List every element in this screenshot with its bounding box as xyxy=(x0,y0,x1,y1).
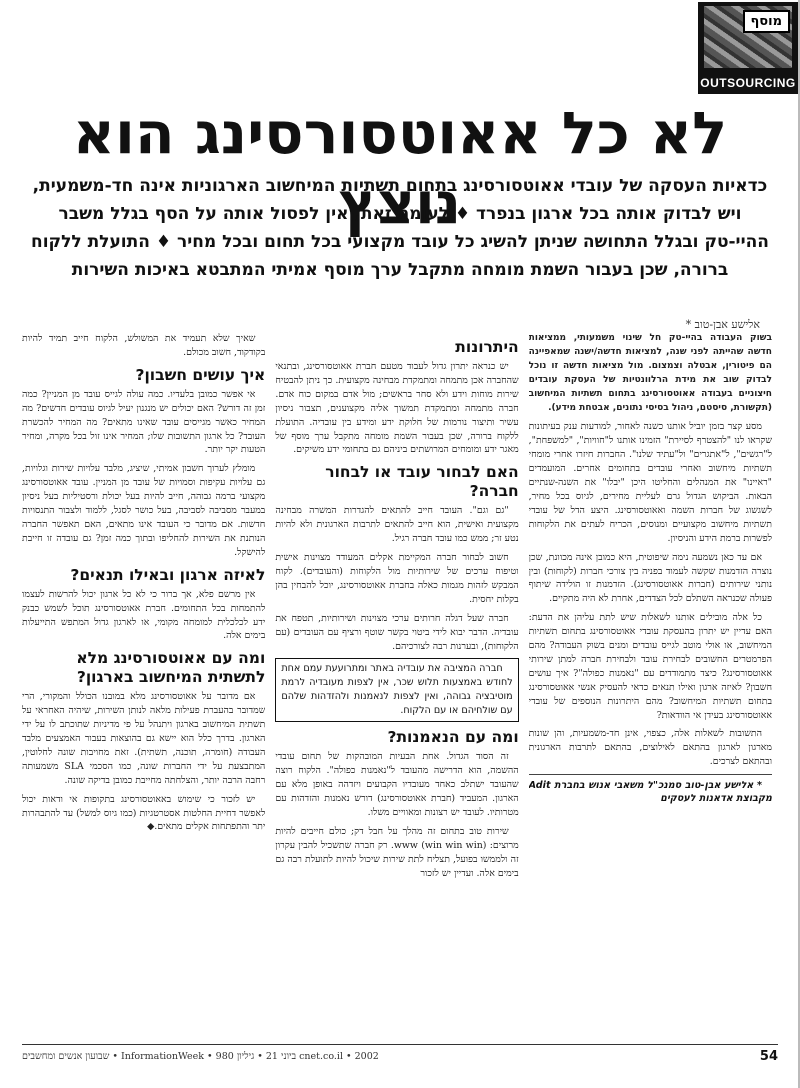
paragraph: יש לזכור כי שימוש באאוטסורסינג בתקופות אי ודאות יכול לאפשר דחיית החלטות אסטרטגיות (כמו גיוס למשל) עד להתבהרות יתר והתפתחות אקלים מתאים.◆ xyxy=(22,793,266,833)
subheading: לאיזה ארגון ובאילו תנאים? xyxy=(70,565,266,584)
subheading: איך עושים חשבון? xyxy=(135,365,266,384)
column-3 xyxy=(22,332,265,1030)
page-footer xyxy=(22,1044,778,1064)
byline: אלישע אבן-טוב * xyxy=(685,318,760,331)
subheading: האם לבחור עובד או לבחור חברה? xyxy=(325,463,519,501)
paragraph: חברה שעל דגלה חרותים ערכי מצוינות ושירותיות, תטפח את עובדיה. הדבר יבוא לידי ביטוי בקשר שוטף ורציף עם העובדים (עם הלקוחות), ובערנות רבה לצורכיהם. xyxy=(275,612,519,652)
author-bio: * אלישע אבן-טוב סמנכ"ל משאבי אנוש בחברת Adit מקבוצת אדאנות לעסקים xyxy=(529,774,772,805)
running-footer: cnet.co.il • 2002 ביוני 21 • גיליון 980 • InformationWeek • שבועון אנשים ומחשבים xyxy=(22,1051,379,1062)
subheading: ומה עם אאוטסורסינג מלא לתשתית המיחשוב בארגון? xyxy=(76,649,266,687)
paragraph: אין מרשם פלא, אך ברור כי לא כל ארגון יכול להרשות לעצמו להתמחות בכל התחומים. חברת אאוטסורסינג תוכל לשמש כבנק ידע לכלכלית למומחה מקומי, או לארגון גדול המתפש התייעלות בימים אלה. xyxy=(22,588,266,642)
column-2 xyxy=(275,332,518,1030)
paragraph: אי אפשר כמובן בלעדיו. כמה עולה לגייס עובד מן המניין? כמה זמן זה דורש? האם יכולים יש מנגנון יעיל לגיוס עובדים חדשים? מה המחיר כאשר מגייסים עובד שאינו מתאים? מה המחיר להכשרת העובד? כל ארגון התשובות שלו; המחיר אינו זול בכל מקרה, ומחיר הטעות יקר יותר. xyxy=(22,388,266,456)
paragraph: "גם וגם". העובד חייב להתאים להגדרות המשרה מבחינה מקצועית ואישית, הוא חייב להתאים לתרבות הארגונית ולא להיות נטע זר; ממש כמו עובד חברה רגיל. xyxy=(275,505,519,545)
page-number: 54 xyxy=(759,1049,778,1064)
pull-quote: חברה המציבה את עובדיה באתר ומתרועעת עמם אחת לחודש באמצעות תלוש שכר, אין לצפות מעובדיה לרמת מוטיבציה גבוהה, ואין לצפות לנאמנות ולהזדהות שלהם עם שולחיהם או עם הלקוח. xyxy=(275,658,518,722)
paragraph: מומלץ לערוך חשבון אמיתי, שיציג, מלבד עלויות שירות וגלויות, גם עלויות עקיפות וסמויות של עובד מן המניין. עובד אאוטסורסינג מקצועי ברמה גבוהה, חייב להיות בעל יכולת ורסטיליות בעל ניסיון במעבר מסביבה לסביבה, בעל כושר לסגל, ללמוד ולצבור התנסויות חדשות. אם מדובר כי העובד אינו מתאים, האם תאפשר החברה הנותנת את השירות להחליפו ובתוך כמה זמן? גם עובדה זו חייבת להישקל. xyxy=(22,463,266,558)
column-1 xyxy=(529,332,772,1030)
paragraph: חשוב לבחור חברה המקיימת אקלים המעודד מצוינות אישית וטיפוח ערכים של שירותיות מול הלקוחות (והעובדים). לקוח המבקש לזהות מגמות כאלה בחברת אאוטסורסינג, יוכל להבחין בהן בקלות יחסית. xyxy=(275,552,519,605)
paragraph: אם מדובר על אאוטסורסינג מלא במובנו הכולל והמקורי, הרי שמדובר בהעברת פעילות מלאה לנותן השירות, שיהיה האחראי על תשתית המיחשוב בארגון ויתנהל על פי מדיניות שתוכתב לו על ידי הארגון. בדרך כלל הוא יישא גם בהוצאות בעבור האמצעים מלבד העבודה (חומרה, תוכנה, תשתית). זאת מחויבות שונה לחלוטין, המתבצעת על ידי החברות שונה, כמו הסכמי SLA משמעותה רחבה הרבה יותר, והצלחתה מחייבת כמובן בדיקה שונה. xyxy=(22,691,266,786)
subheading: ומה עם הנאמנות? xyxy=(387,728,519,747)
article-columns xyxy=(22,332,772,1030)
subheading: היתרונות xyxy=(455,338,519,356)
article-title: לא כל אאוטסורסינג הוא נוצץ xyxy=(72,99,728,237)
paragraph: אם עד כאן נשמעה נימה שיפוטית, היא כמובן אינה מכוונת, שכן נוצרה הזדמנות שקשה לעמוד בפניה בין צורכי חברות (לקוחות) ובין נותני שירותים (חברות אאוטסורסינג). הזדמנות זו הולידה שיתוף פעולה שכנראה השתלם לכל הצדדים, אחרת לא היה מתקיים. xyxy=(528,551,772,605)
paragraph: שירות טוב בתחום זה מהלך על חבל דק; כולם חייבים להיות מרוצים: www (win win win). רק חברה שתשכיל להבין עקרון זה ולממשו בפועל, תצליח לתת שירות שיכול להיות לתועלת רבה גם בימים אלה. ועדיין יש לזכור xyxy=(275,825,519,879)
article-lead: כדאיות העסקה של עובדי אאוטסורסינג בתחום תשתיות המיחשוב הארגוניות אינה חד-משמעית, ויש לבדוק אותה בכל ארגון בנפרד ♦ לעומת זאת, אין לפסול אותה על הסף בגלל משבר ההיי-טק ובגלל התחושה שניתן להשיג כל עובד מקצועי בכל תחום ובכל מחיר ♦ התועלת ללקוח ברורה, שכן בעבור השמת מומחה מתקבל ערך מוסף אמיתי המתבטא באיכות השירות xyxy=(31,176,769,280)
paragraph: כל אלה מובילים אותנו לשאלות שיש לתת עליהן את הדעת: האם עדיין יש יתרון בהעסקת עובדי אאוטסורסינג בתחום תשתיות המיחשוב, או אולי מוטב לגייס עובדים ומנים בשוק העבודה? מהם הפרמטרים החשובים לבחירת עובד ולבחירת חברה למתן שירותי אאוטסורסינג? כיצד מתמודדים עם "נאמנות כפולה"? איך עושים חשבון? לאיזה ארגון ואילו תנאים כדאי להעסיק אנשי אאוטסורסינג בתחום תשתיות המיחשוב? מהם היתרונות הנוספים של עובדי אאוטסורסינג בעידן אי הוודאות? xyxy=(528,612,772,721)
section-tag: מוסף xyxy=(743,10,790,33)
intro-paragraph: בשוק העבודה בהיי-טק חל שינוי משמעותי, ממציאות חדשה שהייתה לפני שנה, למציאות חדשה/ישנה שמאפיינה הם פיטורין, אבטלה וצמצום. מול מציאות חדשה זו נוכל לבדוק שוב את מידת הרלוונטיות של העסקת עובדים חיצוניים בעבודה אאוטסורסינג בתחום תשתיות המיחשוב (תקשורת, סיסטם, ניהול בסיסי נתונים, אבטחת מידע). xyxy=(528,333,772,413)
paragraph: התשובות לשאלות אלה, כצפוי, אינן חד-משמעיות, והן שונות מארגון לארגון בהתאם לאילוצים, בהתאם לתרבות הארגונית ובהתאם לצרכים. xyxy=(528,728,772,768)
section-name: OUTSOURCING xyxy=(700,76,796,90)
section-logo xyxy=(698,2,798,94)
paragraph: זה הסוד הגדול. אחת הבעיות המובהקות של תחום עובדי ההשמה, הוא הדרישה מהעובד ל"נאמנות כפולה". הלקוח רוצה שהעובד ישתלב כאחד מעובדיו הקבועים ויזדהה באופן מלא עם הארגון. המעביד (חברת אאוטסורסינג) דורש נאמנות והזדהות עם מטרותיו. לעובד יש רצונות ומאוויים משלו. xyxy=(275,751,519,819)
paragraph: מסע קצר בזמן יוביל אותנו כשנה לאחור, למודעות ענק בעיתונות שקראו לנו "להצטרף לסיירת" הזמינו אותנו ל"חוויות", "למשפחת", ל"רגשים", ל"אתגרים" ול"עתיד שלנו". החברות חיזרו אחרי מומחי תשתיות מיחשוב ואחרי עובדים בתחומים אחרים. המועמדים "ראיינו" את המנהלים והחליטו היכן "יבלו" את השנה-שנתיים הבאות. הביקוש הגדול גרם לעליית מחירים, לגיוס בכל מחיר, לשגשוג של חברות השמה ואאוטסורסינג. היצע הדל של עובדי תשתיות מיחשוב מקצועיים ומנוסים, הכריח לעתים את הלקוחות לפשרות ברמת הידע והניסיון. xyxy=(528,421,772,544)
paragraph: יש כנראה יתרון גדול לעבוד מטעם חברת אאוטסורסינג, ובתנאי שהחברה אכן מתמחה ומתמקדת מבחינה מקצועית. כך ניתן להבטיח שירות מוחות וידע ולא סחר בראשים; מול אדם במקום כוח אדם. חברה מתמחה ומתמקדת תמשוך אליה מקצוענים, תצבור ניסיון עשיר ותיצור נורמות של חלוקת ידע ומידע בין עובדיה. התועלת ללקוח ברורה, שכן בעבור השמת מומחה מתקבל ערך מוסף של מאגר ידע ומומחים המרושתים ביניהם גם בתחומי ידע משיקים. xyxy=(275,361,519,456)
paragraph: שאיך שלא תעמיד את המשולש, הלקוח חייב תמיד להיות בקודקוד, חשוב מכולם. xyxy=(22,333,266,358)
